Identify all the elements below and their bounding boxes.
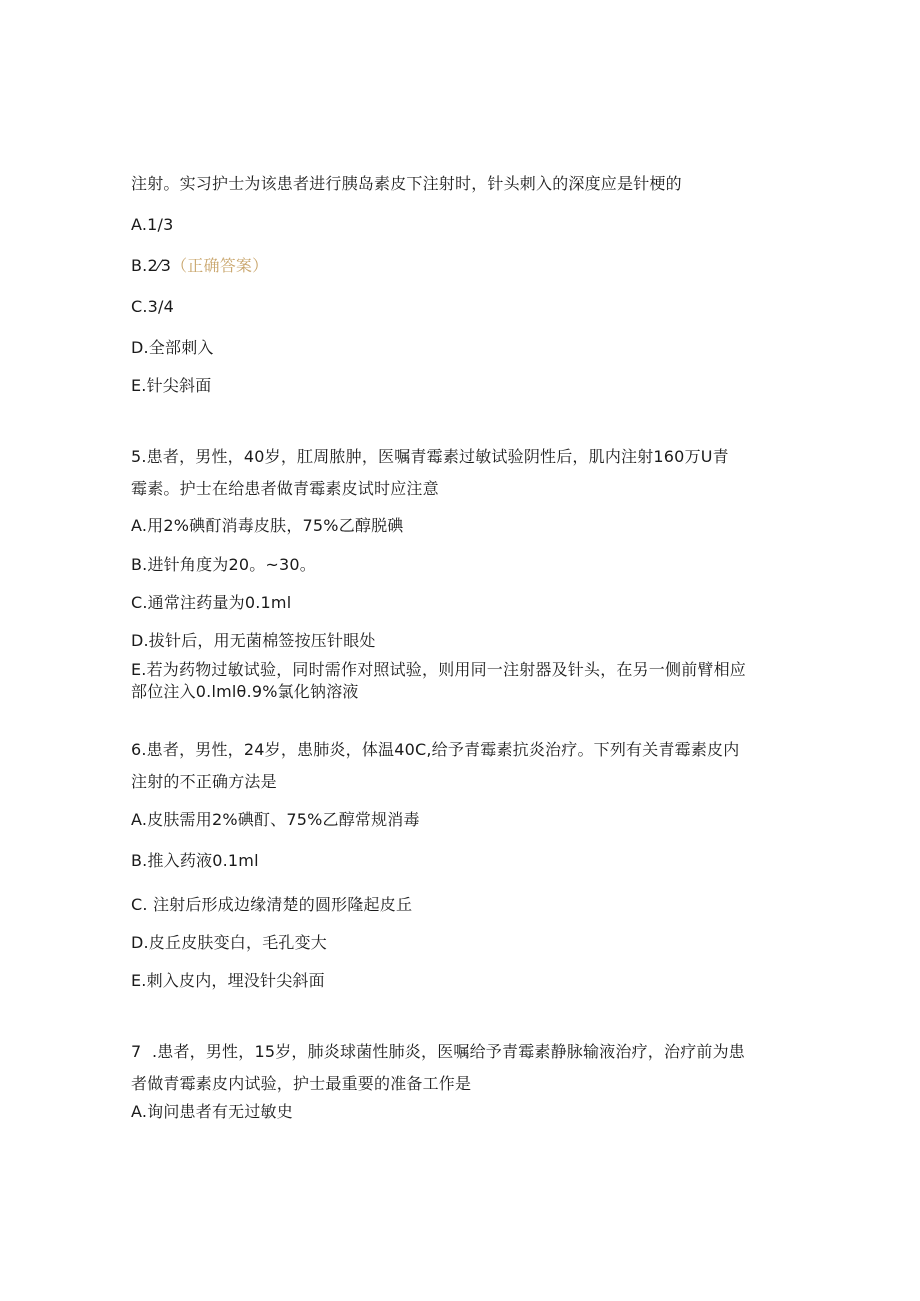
q6-option-d: D.皮丘皮肤变白，毛孔变大 (131, 933, 328, 952)
q6-option-a: A.皮肤需用2%碘酊、75%乙醇常规消毒 (131, 810, 420, 829)
q5-option-b: B.进针角度为20。~30。 (131, 555, 316, 574)
q5-option-c: C.通常注药量为0.1ml (131, 593, 292, 612)
q4-option-e: E.针尖斜面 (131, 376, 212, 395)
q6-option-b: B.推入药液0.1ml (131, 851, 259, 870)
q6-stem-line2: 注射的不正确方法是 (131, 772, 277, 791)
q5-option-e-line2: 部位注入0.lmlθ.9%氯化钠溶液 (131, 682, 359, 701)
q5-option-e-line1: E.若为药物过敏试验，同时需作对照试验，则用同一注射器及针头，在另一侧前臂相应 (131, 660, 746, 679)
q5-stem-line1: 5.患者，男性，40岁，肛周脓肿，医嘱青霉素过敏试验阴性后，肌内注射160万U青 (131, 447, 729, 466)
q4-option-d: D.全部刺入 (131, 338, 214, 357)
q4-option-b (131, 256, 268, 276)
q6-option-e: E.刺入皮内，埋没针尖斜面 (131, 971, 325, 990)
q7-option-a: A.询问患者有无过敏史 (131, 1102, 293, 1121)
q5-option-a: A.用2%碘酊消毒皮肤，75%乙醇脱碘 (131, 516, 404, 535)
q5-option-d: D.拔针后，用无菌棉签按压针眼处 (131, 631, 376, 650)
q7-stem-line1: 7 .患者，男性，15岁，肺炎球菌性肺炎，医嘱给予青霉素静脉输液治疗，治疗前为患 (131, 1042, 745, 1061)
q4-option-b-text: B.2⁄3 (131, 256, 172, 275)
correct-answer-note: （正确答案） (171, 256, 269, 275)
q7-stem-line2: 者做青霉素皮内试验，护士最重要的准备工作是 (131, 1074, 472, 1093)
q4-option-a: A.1/3 (131, 215, 174, 234)
q4-option-c: C.3/4 (131, 297, 175, 316)
q6-stem-line1: 6.患者，男性，24岁，患肺炎，体温40C,给予青霉素抗炎治疗。下列有关青霉素皮内 (131, 740, 740, 759)
q6-option-c: C. 注射后形成边缘清楚的圆形隆起皮丘 (131, 895, 413, 914)
q5-stem-line2: 霉素。护士在给患者做青霉素皮试时应注意 (131, 479, 439, 498)
q4-stem: 注射。实习护士为该患者进行胰岛素皮下注射时，针头刺入的深度应是针梗的 (131, 174, 682, 193)
